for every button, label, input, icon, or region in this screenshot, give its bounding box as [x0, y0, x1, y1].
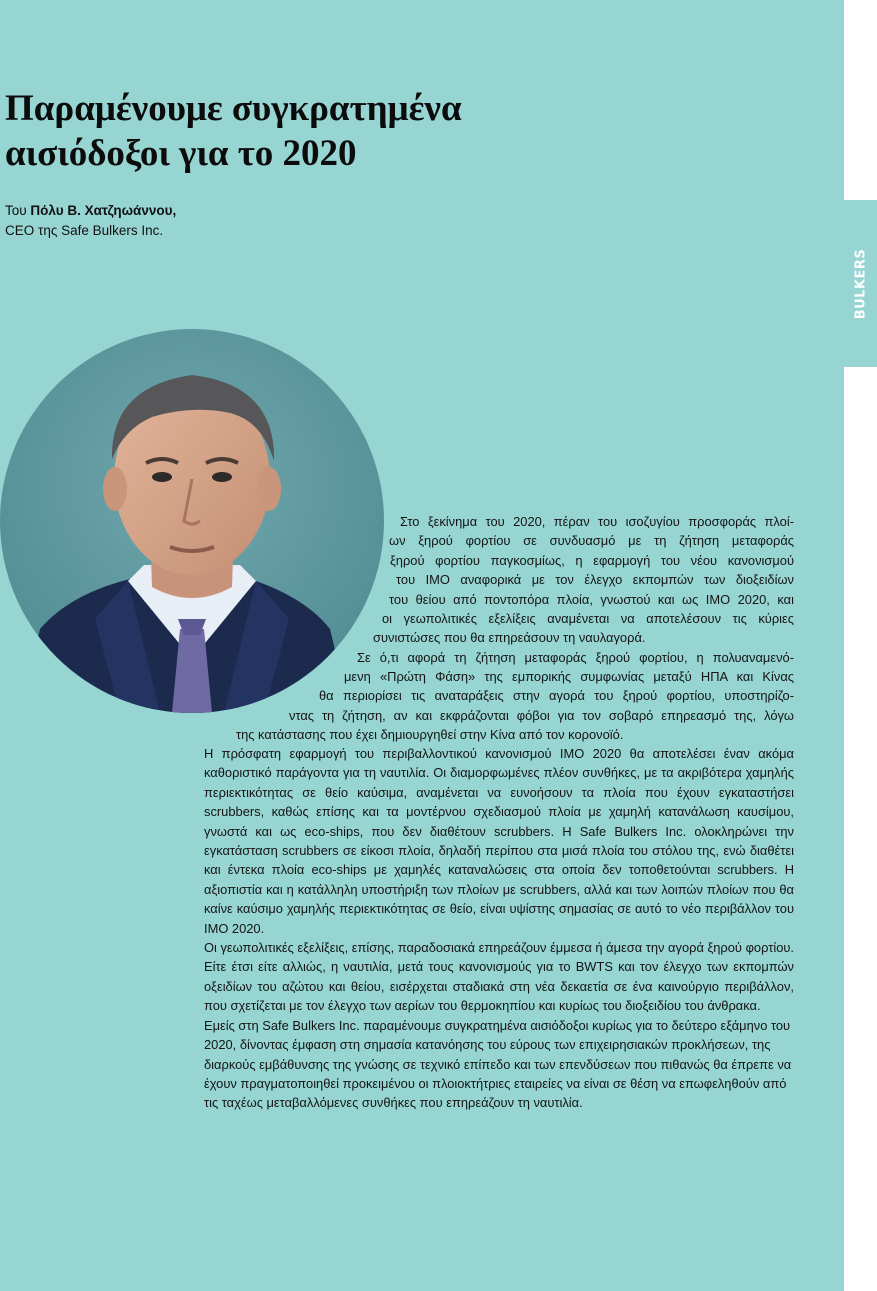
section-tab-label: BULKERS [853, 248, 868, 319]
wrap-line: ξηρού φορτίου παγκοσμίως, η εφαρμογή του νέου κανονισμού [390, 553, 794, 568]
wrap-line: ντας τη ζήτηση, αν και εκφράζονται φόβοι για τον σοβαρό επηρεασμό της, λόγω [289, 708, 794, 723]
paragraph-imo: Η πρόσφατη εφαρμογή του περιβαλλοντικού κανονισμού IMO 2020 θα αποτελέσει έναν ακόμα καθοριστικό παράγοντα για τη ναυτιλία. Οι διαμορφωμένες πλέον συνθήκες, με τα ακριβότερα χαμηλής περιεκτικότητας σε θείο καύσιμα, αναμένεται να ευνοήσουν τα πλοία που έχουν εγκαταστήσει scrubbers, καθώς επίσης και τα μοντέρνου σχεδιασμού πλοία με χαμηλή κατανάλωση καυσίμου, γνωστά και ως eco-ships, που δεν διαθέτουν scrubbers. Η Safe Bulkers Inc. ολοκληρώνει την εγκατάσταση scrubbers σε είκοσι πλοία, δηλαδή περίπου στα μισά πλοία του στόλου της, ενώ διαθέτει και έντεκα πλοία eco-ships με χαμηλές καταναλώσεις στα οποία δεν τοποθετούνται scrubbers. Η αξιοπιστία και η κατάλληλη υποστήριξη των πλοίων με scrubbers, αλλά και των λοιπών πλοίων που θα καίνε καύσιμο χαμηλής περιεκτικότητας σε θείο, είναι υψίστης σημασίας σε αυτό το νέο περιβάλλον του IMO 2020. [204, 746, 794, 936]
wrap-line: ων ξηρού φορτίου σε συνδυασμό με τη ζήτηση μεταφοράς [389, 533, 794, 548]
wrap-line: οι γεωπολιτικές εξελίξεις αναμένεται να αποτελέσουν τις κύριες [382, 611, 794, 626]
wrap-line: θα περιορίσει τις αναταράξεις στην αγορά του ξηρού φορτίου, υποστηρίζο- [319, 688, 794, 703]
portrait-illustration [0, 329, 384, 713]
section-tab[interactable] [844, 200, 877, 367]
wrap-line: της κατάστασης που έχει δημιουργηθεί στην Κίνα από τον κορονοϊό. [236, 727, 624, 742]
title-line-1: Παραμένουμε συγκρατημένα [5, 88, 462, 129]
wrap-line: Σε ό,τι αφορά τη ζήτηση μεταφοράς ξηρού φορτίου, η πολυαναμενό- [357, 650, 794, 665]
byline-role: CEO της Safe Bulkers Inc. [5, 223, 164, 238]
wrap-line: του θείου από ποντοπόρα πλοία, γνωστού και ως ΙΜΟ 2020, και [389, 592, 794, 607]
byline-author-line [5, 201, 176, 221]
byline-prefix: Του [5, 203, 31, 218]
byline-author: Πόλυ Β. Χατζηωάννου, [30, 203, 177, 218]
paragraph-outlook: Εμείς στη Safe Bulkers Inc. παραμένουμε συγκρατημένα αισιόδοξοι κυρίως για το δεύτερο εξάμηνο του 2020, δίνοντας έμφαση στη σημασία κατανόησης του εύρους των επιχειρησιακών προκλήσεων, της διαρκούς εμβάθυνσης της γνώσης σε τεχνικό επίπεδο και των επενδύσεων που πιθανώς θα έπρεπε να έχουν πραγματοποιηθεί προκειμένου οι πλοιοκτήτριες εταιρείες να είναι σε θέση να επωφεληθούν από τις ταχέως μεταβαλλόμενες συνθήκες που επηρεάζουν τη ναυτιλία. [204, 1017, 792, 1111]
article-body [204, 744, 794, 1113]
wrap-line: Στο ξεκίνημα του 2020, πέραν του ισοζυγίου προσφοράς πλοί- [400, 514, 794, 529]
paragraph-bwts: Είτε έτσι είτε αλλιώς, η ναυτιλία, μετά τους κανονισμούς για το BWTS και τον έλεγχο των εκπομπών οξειδίων του αζώτου και θείου, εισέρχεται σταδιακά στη νέα δεκαετία σε ένα καινούργιο περιβάλλον, που σχετίζεται με τον έλεγχο των αερίων του θερμοκηπίου και κυρίως του διοξειδίου του άνθρακα. [204, 959, 794, 1014]
author-portrait [0, 329, 384, 713]
paragraph-geopolitics: Οι γεωπολιτικές εξελίξεις, επίσης, παραδοσιακά επηρεάζουν έμμεσα ή άμεσα την αγορά ξηρού φορτίου. [204, 940, 794, 956]
wrap-line: του ΙΜΟ αναφορικά με τον έλεγχο εκπομπών των διοξειδίων [396, 572, 794, 587]
byline [5, 201, 176, 241]
article-title [5, 86, 645, 176]
title-line-2: αισιόδοξοι για το 2020 [5, 133, 357, 174]
wrap-line: συνιστώσες που θα επηρεάσουν τη ναυλαγορά. [373, 630, 646, 645]
wrap-line: μενη «Πρώτη Φάση» της εμπορικής συμφωνίας μεταξύ ΗΠΑ και Κίνας [344, 669, 794, 684]
